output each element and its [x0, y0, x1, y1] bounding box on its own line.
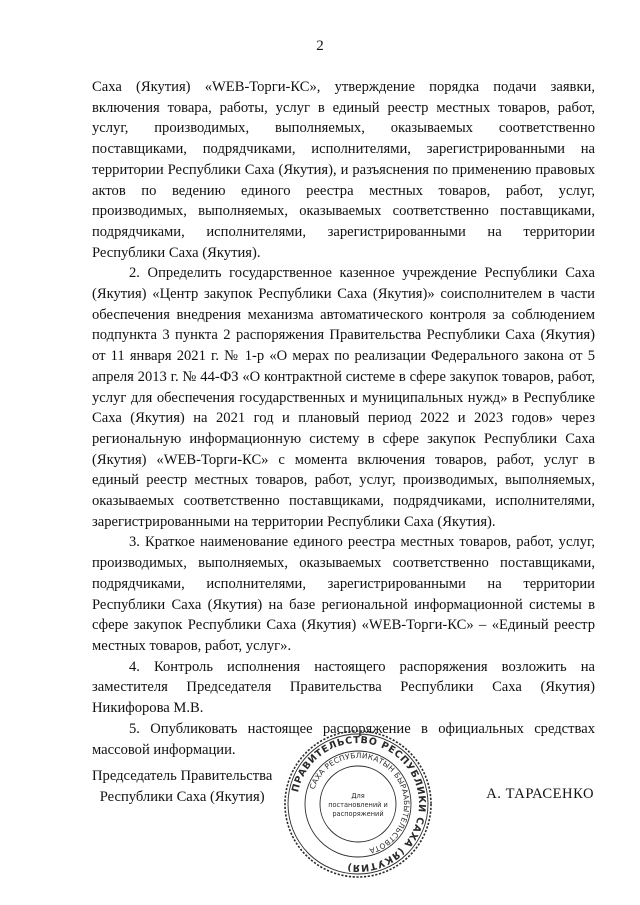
document-body [92, 77, 595, 760]
signatory-position-line-1: Председатель Правительства [92, 768, 273, 784]
official-seal-stamp [281, 727, 435, 881]
stamp-inner-text: САХА РЕСПУБЛИКАТЫН БЫРААБЫТЕЛЬСТВОТА [307, 750, 412, 856]
page-number: 2 [316, 38, 324, 54]
stamp-center-line-2: постановлений и [328, 801, 388, 809]
signatory-position-line-2: Республики Саха (Якутия) [99, 788, 265, 805]
paragraph-item-2: 2. Определить государственное казенное учреждение Республики Саха (Якутия) «Центр закупок Республики Саха (Якутия)» соисполнителем в части обеспечения внедрения механизма автоматического контроля за соблюдением подпункта 3 пункта 2 распоряжения Правительства Республики Саха (Якутия) от 11 января 2021 г. № 1-р «О мерах по реализации Федерального закона от 5 апреля 2013 г. № 44-ФЗ «О контрактной системе в сфере закупок товаров, работ, услуг для обеспечения государственных и муниципальных нужд» в Республике Саха (Якутия) на 2021 год и плановый период 2022 и 2023 годов» через региональную информационную систему в сфере закупок Республики Саха (Якутия) «WEB-Торги-КС» с момента включения товаров, работ, услуг в единый реестр местных товаров, работ, услуг, производимых, выполняемых, оказываемых соответственно поставщиками, подрядчиками, исполнителями, зарегистрированными на территории Республики Саха (Якутия). [92, 265, 595, 530]
paragraph-continuation: Саха (Якутия) «WEB-Торги-КС», утверждение порядка подачи заявки, включения товара, работы, услуг в единый реестр местных товаров, работ, услуг, производимых, выполняемых, оказываемых соответственно поставщиками, подрядчиками, исполнителями, зарегистрированными на территории Республики Саха (Якутия), и разъяснения по применению правовых актов по ведению единого реестра местных товаров, работ, услуг, производимых, выполняемых, оказываемых соответственно поставщиками, подрядчиками, исполнителями, зарегистрированными на территории Республики Саха (Якутия). [92, 79, 595, 261]
stamp-center-line-3: распоряжений [332, 810, 384, 818]
stamp-outer-text: ПРАВИТЕЛЬСТВО РЕСПУБЛИКИ САХА (ЯКУТИЯ) [290, 734, 428, 874]
paragraph-item-5: 5. Опубликовать настоящее распоряжение в официальных средствах массовой информации. [92, 720, 595, 758]
paragraph-item-4: 4. Контроль исполнения настоящего распоряжения возложить на заместителя Председателя Правительства Республики Саха (Якутия) Никифорова М.В. [92, 658, 595, 717]
signatory-position [92, 766, 272, 807]
stamp-center-line-1: Для [351, 792, 365, 800]
signatory-name: А. ТАРАСЕНКО [486, 786, 594, 802]
paragraph-item-3: 3. Краткое наименование единого реестра местных товаров, работ, услуг, производимых, выполняемых, оказываемых соответственно поставщиками, подрядчиками, исполнителями, зарегистрированными на территории Республики Саха (Якутия) на базе региональной информационной системы в сфере закупок Республики Саха (Якутия) «WEB-Торги-КС» – «Единый реестр местных товаров, работ, услуг». [92, 534, 595, 654]
